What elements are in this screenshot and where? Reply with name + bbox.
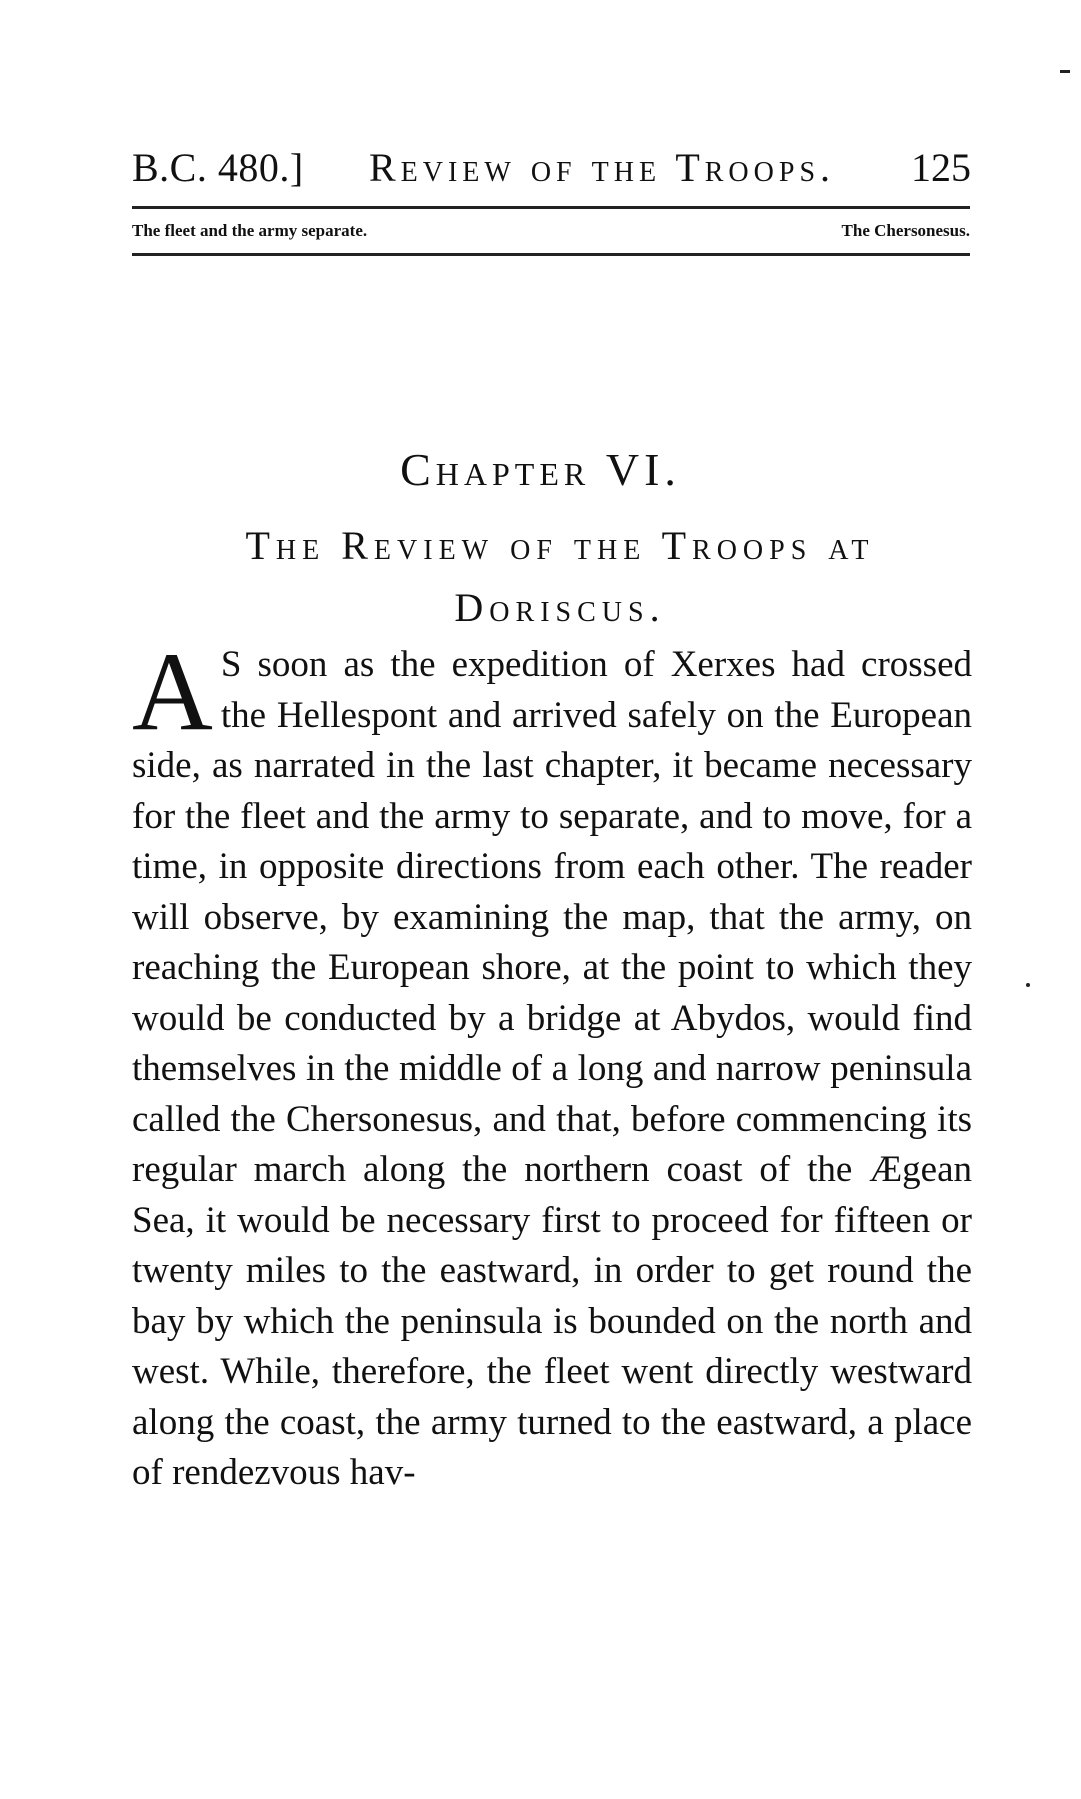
header-rule-top [132, 206, 970, 209]
drop-cap: A [132, 630, 213, 754]
sideheads [132, 213, 970, 249]
header-rule-bottom [132, 253, 970, 256]
running-head [132, 138, 971, 198]
sidehead-right: The Chersonesus. [841, 221, 970, 240]
body-text [132, 630, 972, 1499]
sidehead-left: The fleet and the army separate. [132, 221, 368, 240]
chapter-title: The Review of the Troops at Doriscus. [245, 523, 875, 630]
chapter-number: Chapter VI. [400, 444, 681, 495]
running-head-title: Review of the Troops. [368, 145, 836, 190]
stray-mark [1060, 70, 1070, 73]
body-paragraph [132, 630, 972, 1499]
stray-dot [1026, 983, 1030, 987]
running-head-date: B.C. 480.] [132, 145, 304, 190]
page-number: 125 [911, 145, 971, 190]
paragraph-text: S soon as the expedition of Xerxes had crossed the Hellespont and arrived safely on the European side, as narrated in the last chapter, it became necessary for the fleet and the army to separate, and to move, for a time, in opposite directions from each other. The reader will observe, by examining the map, that the army, on reaching the European shore, at the point to which they would be conducted by a bridge at Abydos, would find themselves in the middle of a long and narrow peninsula called the Chersonesus, and that, before commencing its regular march along the northern coast of the Ægean Sea, it would be necessary first to proceed for fifteen or twenty miles to the eastward, in order to get round the bay by which the peninsula is bounded on the north and west. While, therefore, the fleet went directly westward along the coast, the army turned to the eastward, a place of rendezvous hav- [132, 644, 972, 1493]
